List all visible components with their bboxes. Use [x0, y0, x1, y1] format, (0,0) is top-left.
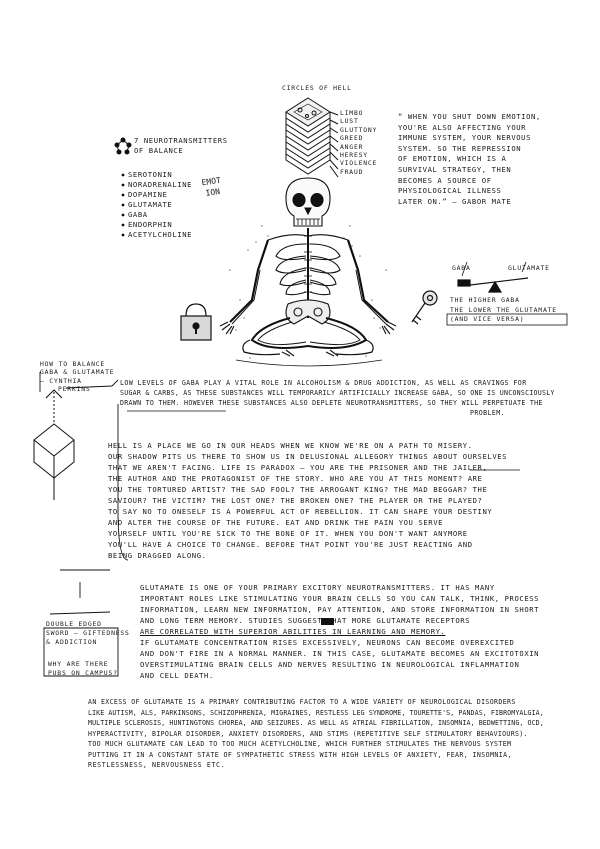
- gaba-paragraph: [120, 378, 555, 418]
- gaba-scale-label: GABA: [452, 264, 471, 272]
- gabor-mate-quote: [398, 112, 541, 207]
- quote-line: IMMUNE SYSTEM, YOUR NERVOUS: [398, 133, 532, 143]
- quote-line: LATER ON.” – GABOR MATE: [398, 196, 512, 206]
- circle-label: VIOLENCE: [340, 159, 378, 168]
- neuro-item: NORADRENALINE: [128, 180, 193, 189]
- excess-line: AN EXCESS OF GLUTAMATE IS A PRIMARY CONTRIBUTING FACTOR TO A WIDE VARIETY OF NEUROLOGICAL DISORDERS: [88, 698, 516, 706]
- why-pubs-line: WHY ARE THERE: [48, 660, 109, 668]
- padlock-icon: [181, 304, 211, 340]
- neuro-title-line: 7 NEUROTRANSMITTERS: [134, 136, 228, 145]
- double-edged-line: DOUBLE EDGED: [46, 620, 102, 628]
- excess-line: TOO MUCH GLUTAMATE CAN LEAD TO TOO MUCH ACETYLCHOLINE, WHICH FURTHER STIMULATES THE NERVOUS SYSTEM: [88, 740, 512, 748]
- glut-line: OVERSTIMULATING BRAIN CELLS AND NERVES RESULTING IN NEUROLOGICAL INFLAMMATION: [140, 660, 520, 669]
- neuro-item: GLUTAMATE: [128, 200, 173, 209]
- gaba-line: SUGAR & CARBS, AS THESE SUBSTANCES WILL TEMPORARILY ARTIFICIALLY INCREASE GABA, SO ONE IS UNCONSCIOUSLY: [120, 389, 555, 397]
- excess-line: MULTIPLE SCLEROSIS, HUNTINGTONS CHOREA, AND SEIZURES. AS WELL AS ATRIAL FIBRILLATION, INSOMNIA, BEDWETTING, OCD,: [88, 719, 544, 727]
- quote-line: YOU'RE ALSO AFFECTING YOUR: [398, 122, 527, 132]
- scale-note-line: (AND VICE VERSA): [450, 315, 525, 323]
- how-to-line: HOW TO BALANCE: [40, 360, 106, 368]
- how-to-line: GABA & GLUTAMATE: [40, 368, 115, 377]
- excess-line: RESTLESSNESS, NERVOUSNESS ETC.: [88, 761, 226, 769]
- hell-line: BEING DRAGGED ALONG.: [108, 551, 207, 560]
- neuro-item: GABA: [128, 210, 148, 219]
- scale-note-line: THE LOWER THE GLUTAMATE: [450, 305, 557, 314]
- quote-line: PHYSIOLOGICAL ILLNESS: [398, 186, 502, 196]
- glut-line: AND DON'T FIRE IN A NORMAL MANNER. IN THIS CASE, GLUTAMATE BECOMES AN EXCITOTOXIN: [140, 649, 540, 658]
- glutamate-paragraph: [140, 582, 539, 681]
- meditating-skeleton: [220, 178, 396, 366]
- glut-line: IF GLUTAMATE CONCENTRATION RISES EXCESSIVELY, NEURONS CAN BECOME OVEREXCITED: [140, 638, 515, 647]
- circle-label: GLUTTONY: [340, 125, 378, 134]
- how-to-balance-note: [40, 360, 114, 394]
- hell-line: YOURSELF UNTIL YOU'RE SICK TO THE BONE OF IT. WHEN YOU DON'T WANT ANYMORE: [108, 529, 468, 538]
- circle-label: FRAUD: [340, 167, 364, 176]
- hell-line: THE AUTHOR AND THE PROTAGONIST OF THE STORY. WHO ARE YOU AT THIS MOMENT? ARE: [108, 474, 483, 483]
- excess-line: LIKE AUTISM, ALS, PARKINSONS, SCHIZOPHRENIA, MIGRAINES, RESTLESS LEG SYNDROME, TOURETTE'S, PANDAS, FIBROMYALGIA,: [88, 708, 544, 717]
- how-to-line: PERKINS: [58, 385, 91, 394]
- double-edged-line: & ADDICTION: [46, 638, 98, 646]
- quote-line: OF EMOTION, WHICH IS A: [398, 154, 507, 164]
- glut-line: IMPORTANT ROLES LIKE STIMULATING YOUR BRAIN CELLS SO YOU CAN TALK, THINK, PROCESS: [140, 594, 540, 603]
- how-to-line: – CYNTHIA: [40, 376, 82, 385]
- double-edged-line: SWORD – GIFTEDNESS: [46, 629, 130, 637]
- neuro-title-line: OF BALANCE: [134, 145, 184, 155]
- circles-list: [340, 109, 377, 176]
- excess-line: HYPERACTIVITY, BIPOLAR DISORDER, ANXIETY DISORDERS, AND STIMS (REPETITIVE SELF STIMULATORY BEHAVIOURS).: [88, 729, 528, 738]
- hell-line: TO SAY NO TO ONESELF IS A POWERFUL ACT OF REBELLION. IT CAN SHAPE YOUR DESTINY: [108, 507, 493, 516]
- neuro-list: [128, 170, 192, 240]
- circle-label: LUST: [340, 117, 359, 126]
- glut-line: AND CELL DEATH.: [140, 671, 214, 680]
- hell-line: HELL IS A PLACE WE GO IN OUR HEADS WHEN WE KNOW WE'RE ON A PATH TO MISERY.: [108, 441, 473, 450]
- double-edged-note: [46, 620, 130, 647]
- quote-line: SURVIVAL STRATEGY, THEN: [398, 164, 512, 174]
- circle-label: HERESY: [340, 151, 368, 160]
- hell-paragraph: [108, 440, 507, 561]
- glut-line: GLUTAMATE IS ONE OF YOUR PRIMARY EXCITORY NEUROTRANSMITTERS. IT HAS MANY: [140, 583, 495, 592]
- neuro-title: [134, 136, 228, 155]
- neuro-bullets: [122, 174, 125, 237]
- quote-line: BECOMES A SOURCE OF: [398, 175, 492, 185]
- hell-line: SAVIOUR? THE VICTIM? THE LOST ONE? THE BROKEN ONE? THE PLAYER OR THE PLAYED?: [108, 496, 483, 505]
- quote-line: SYSTEM. SO THE REPRESSION: [398, 143, 522, 153]
- hell-line: OUR SHADOW PITS US THERE TO SHOW US IN DELUSIONAL ALLEGORY THINGS ABOUT OURSELVES: [108, 452, 508, 461]
- why-pubs-line: PUBS ON CAMPUS?: [48, 669, 118, 677]
- emotion-word: EMOTION: [201, 175, 222, 198]
- excess-line: PUTTING IT IN A CONSTANT STATE OF SYMPATHETIC STRESS WITH HIGH LEVELS OF ANXIETY, FEAR, INSOMNIA,: [88, 750, 512, 759]
- glut-line: INFORMATION, LEARN NEW INFORMATION, PAY ATTENTION, AND STORE INFORMATION IN SHORT: [140, 605, 540, 614]
- gaba-line: DRAWN TO THEM. HOWEVER THESE SUBSTANCES ALSO DEPLETE NEUROTRANSMITTERS, SO THEY WILL PERPETUATE THE: [120, 399, 543, 407]
- gaba-line: LOW LEVELS OF GABA PLAY A VITAL ROLE IN ALCOHOLISM & DRUG ADDICTION, AS WELL AS CRAVINGS FOR: [120, 379, 527, 387]
- circle-label: GREED: [340, 134, 364, 143]
- circles-of-hell-tower: [286, 98, 338, 177]
- why-pubs-note: [48, 660, 118, 678]
- hell-line: YOU'LL HAVE A CHOICE TO CHANGE. BEFORE THAT POINT YOU'RE JUST REACTING AND: [108, 540, 473, 549]
- excess-glutamate-paragraph: [88, 697, 544, 771]
- scale-note: [450, 296, 557, 325]
- neuro-item: ACETYLCHOLINE: [128, 230, 193, 239]
- scale-note-line: THE HIGHER GABA: [450, 296, 520, 304]
- hell-line: AND ALTER THE COURSE OF THE FUTURE. EAT AND DRINK THE PAIN YOU SERVE: [108, 518, 444, 527]
- neuro-item: SEROTONIN: [128, 170, 173, 179]
- cube-doodle: [34, 390, 74, 500]
- hell-line: THAT WE AREN'T FACING. LIFE IS PARADOX – YOU ARE THE PRISONER AND THE JAILER,: [108, 463, 488, 472]
- neuro-item: DOPAMINE: [128, 190, 168, 199]
- hell-line: YOU THE TORTURED ARTIST? THE SAD FOOL? THE ARROGANT KING? THE MAD BEGGAR? THE: [108, 485, 488, 494]
- quote-line: “ WHEN YOU SHUT DOWN EMOTION,: [398, 112, 541, 121]
- circles-title: CIRCLES OF HELL: [282, 84, 352, 92]
- glut-line-underlined: ARE CORRELATED WITH SUPERIOR ABILITIES IN LEARNING AND MEMORY.: [140, 627, 446, 636]
- glut-line: AND LONG TERM MEMORY. STUDIES SUGGEST THAT MORE GLUTAMATE RECEPTORS: [140, 616, 471, 625]
- circle-label: ANGER: [340, 142, 364, 151]
- neuro-item: ENDORPHIN: [128, 220, 173, 229]
- key-icon: [412, 291, 437, 324]
- gaba-line: PROBLEM.: [470, 409, 505, 417]
- circle-label: LIMBO: [340, 109, 364, 117]
- molecule-icon: [115, 138, 131, 154]
- glutamate-scale-label: GLUTAMATE: [508, 264, 550, 272]
